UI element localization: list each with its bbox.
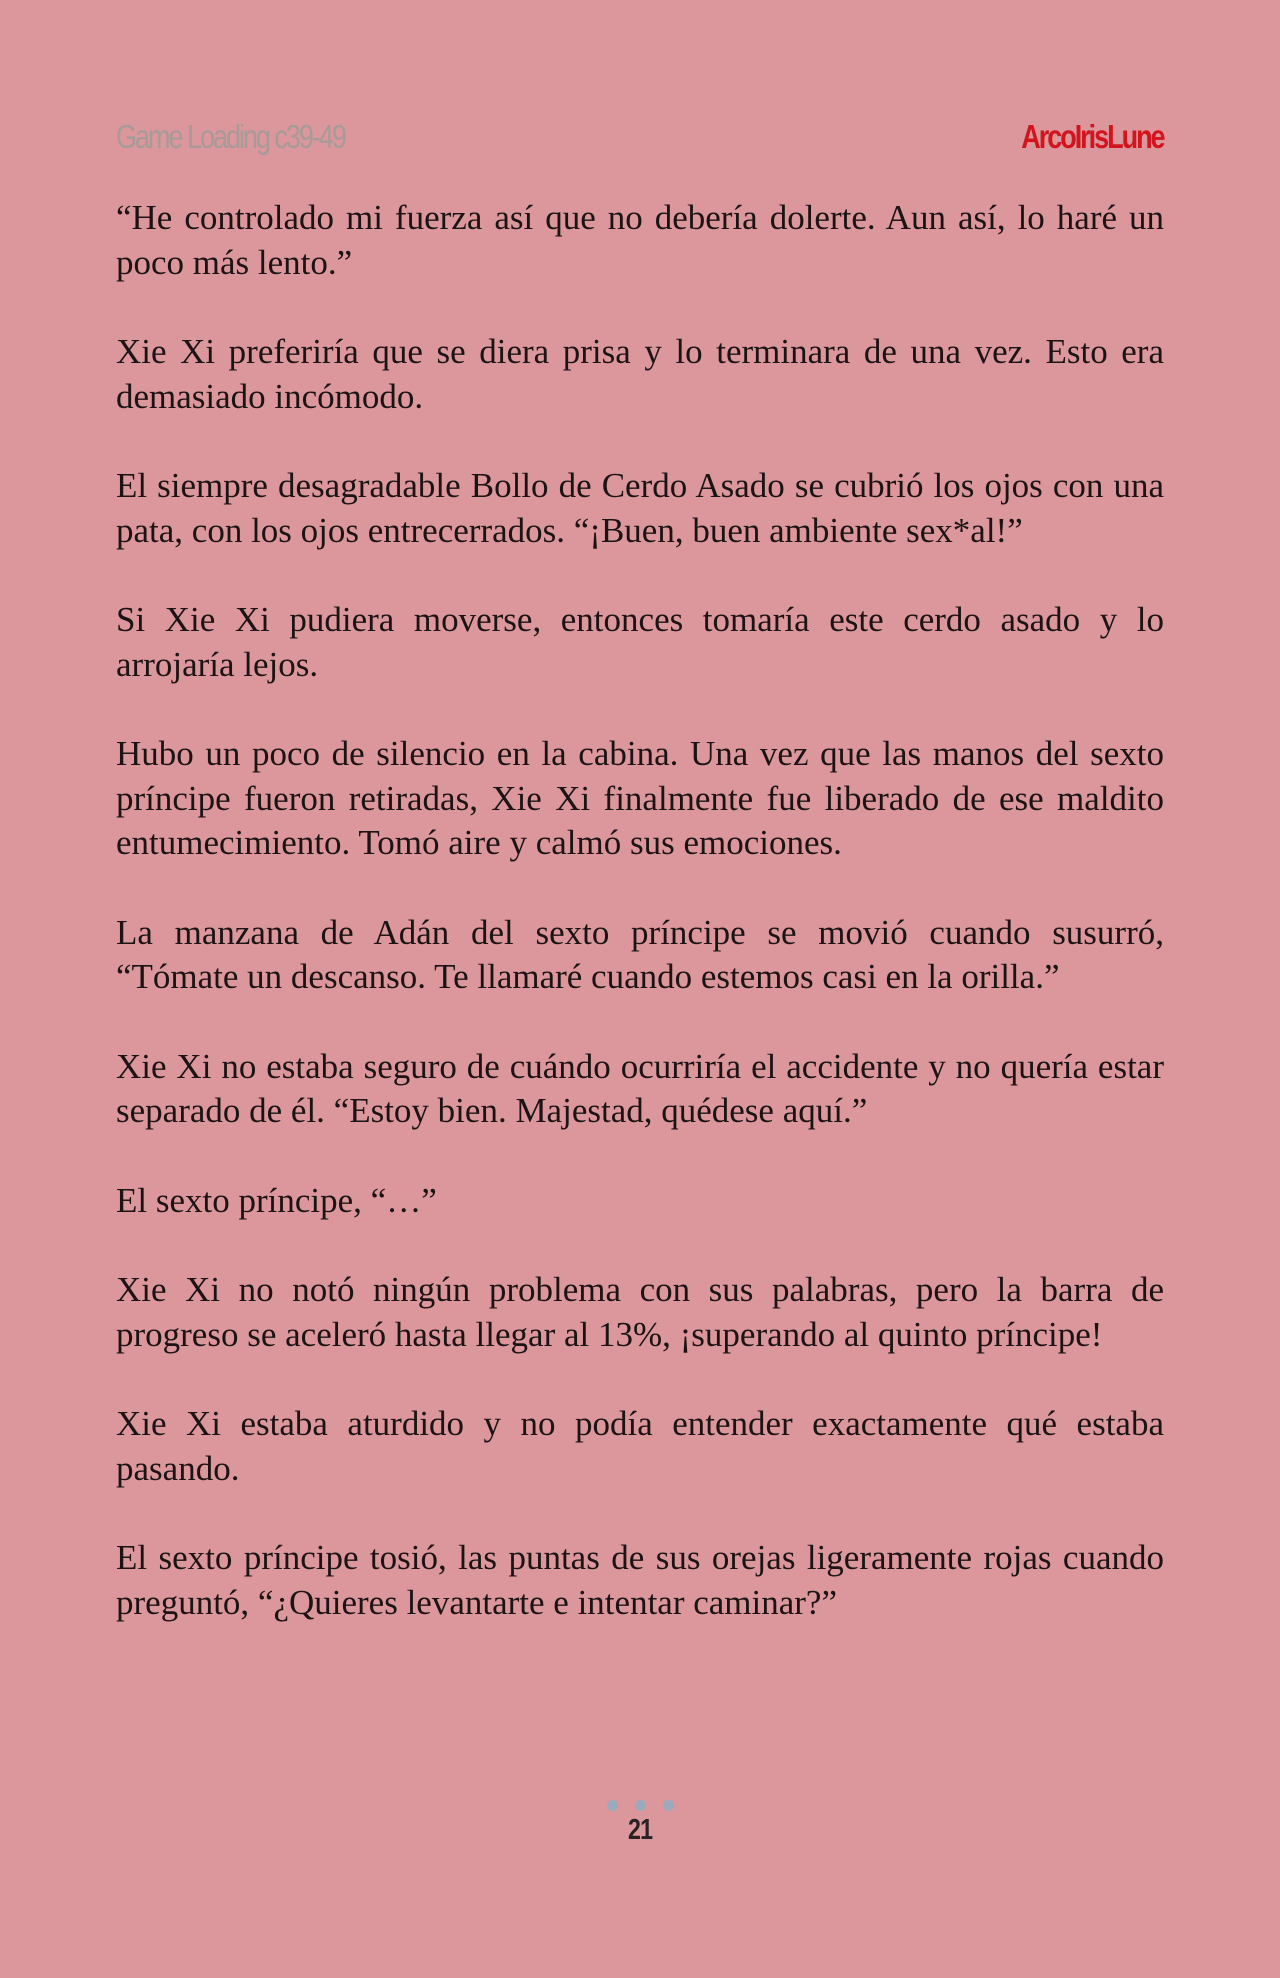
ornament-dots	[0, 1800, 1280, 1812]
paragraph: El sexto príncipe, “…”	[116, 1180, 437, 1220]
paragraph: Si Xie Xi pudiera moverse, entonces tomaría este cerdo asado y lo arrojaría lejos.	[116, 600, 1164, 684]
page-number: 21	[627, 1814, 653, 1846]
paragraph: El siempre desagradable Bollo de Cerdo Asado se cubrió los ojos con una pata, con los ojos entrecerrados. “¡Buen, buen ambiente sex*al!”	[116, 466, 1164, 550]
paragraph: La manzana de Adán del sexto príncipe se movió cuando susurró, “Tómate un descanso. Te llamaré cuando estemos casi en la orilla.”	[116, 912, 1164, 996]
page-footer	[0, 1800, 1280, 1847]
paragraph: “He controlado mi fuerza así que no debería dolerte. Aun así, lo haré un poco más lento.”	[116, 198, 1164, 282]
paragraph: Xie Xi estaba aturdido y no podía entender exactamente qué estaba pasando.	[116, 1404, 1164, 1488]
dot-icon	[663, 1800, 674, 1811]
paragraph: Xie Xi no estaba seguro de cuándo ocurriría el accidente y no quería estar separado de él. “Estoy bien. Majestad, quédese aquí.”	[116, 1046, 1164, 1130]
page-body	[116, 196, 1164, 1670]
paragraph: El sexto príncipe tosió, las puntas de sus orejas ligeramente rojas cuando preguntó, “¿Quieres levantarte e intentar caminar?”	[116, 1538, 1164, 1622]
book-title: Game Loading c39-49	[116, 118, 345, 155]
translator-credit: ArcoIrisLune	[1021, 118, 1164, 155]
page-header	[116, 118, 1164, 164]
paragraph: Xie Xi no notó ningún problema con sus palabras, pero la barra de progreso se aceleró hasta llegar al 13%, ¡superando al quinto príncipe!	[116, 1270, 1164, 1354]
paragraph: Xie Xi preferiría que se diera prisa y lo terminara de una vez. Esto era demasiado incómodo.	[116, 332, 1164, 416]
dot-icon	[635, 1800, 646, 1811]
paragraph: Hubo un poco de silencio en la cabina. Una vez que las manos del sexto príncipe fueron retiradas, Xie Xi finalmente fue liberado de ese maldito entumecimiento. Tomó aire y calmó sus emociones.	[116, 734, 1164, 862]
dot-icon	[607, 1800, 618, 1811]
